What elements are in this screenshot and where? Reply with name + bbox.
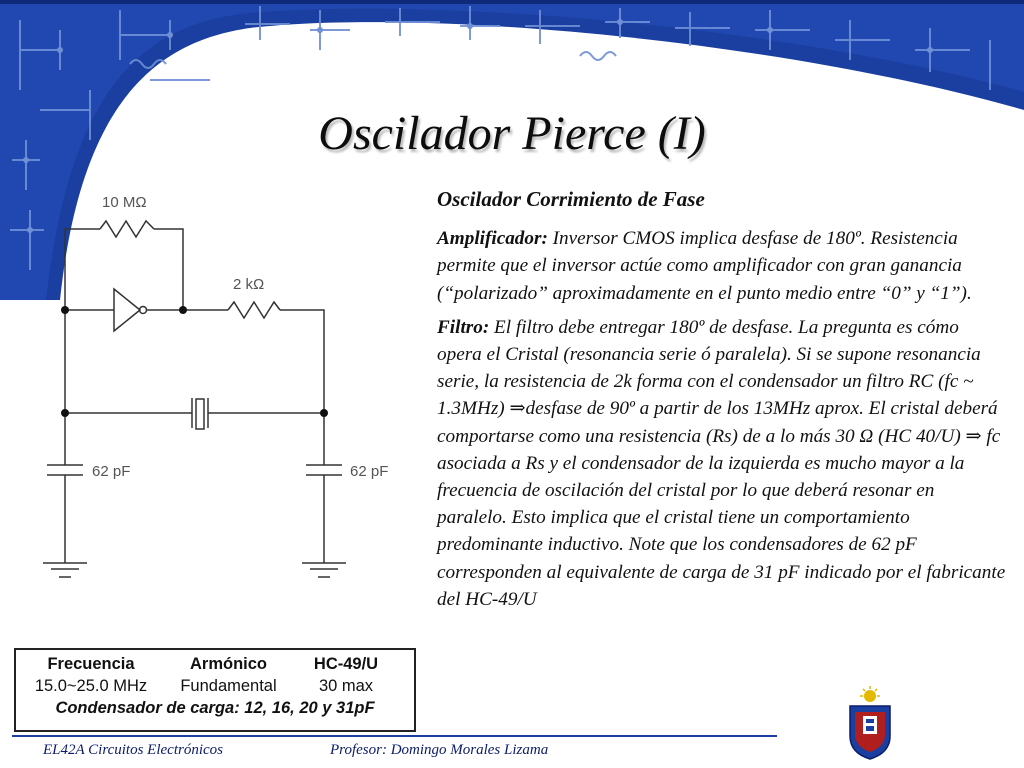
- crystal-body: [196, 399, 204, 429]
- amplifier-text: Inversor CMOS implica desfase de 180º. Resistencia permite que el inversor actúe como amplificador con gran ganancia (“polarizado” aproximadamente en el punto medio entre “0” y “1”).: [437, 228, 972, 304]
- pierce-oscillator-schematic: [30, 185, 410, 595]
- junction-right-crystal: [320, 409, 328, 417]
- resistor-10M: [100, 221, 154, 237]
- spec-value-package: 30 max: [318, 677, 374, 695]
- junction-left-crystal: [61, 409, 69, 417]
- amplifier-paragraph: [437, 225, 1007, 307]
- footer-course: EL42A Circuitos Electrónicos: [43, 742, 223, 758]
- spec-header-harmonic: Armónico: [189, 655, 267, 673]
- wire-right-side: [280, 310, 324, 413]
- spec-value-frequency: 15.0~25.0 MHz: [34, 677, 148, 695]
- amplifier-label: Amplificador:: [437, 228, 548, 250]
- spec-value-row: [16, 675, 414, 697]
- footer-rule: [12, 735, 777, 737]
- resistor-2k: [228, 302, 280, 318]
- label-c-right: 62 pF: [350, 463, 389, 480]
- section-heading: Oscilador Corrimiento de Fase: [437, 187, 705, 211]
- junction-inverter-out: [179, 306, 187, 314]
- label-r-feedback: 10 MΩ: [102, 194, 147, 211]
- inverter-triangle: [114, 289, 140, 331]
- footer-professor: Profesor: Domingo Morales Lizama: [330, 742, 549, 758]
- spec-value-harmonic: Fundamental: [180, 677, 277, 695]
- label-r-series: 2 kΩ: [233, 276, 265, 293]
- spec-header-frequency: Frecuencia: [47, 655, 135, 673]
- wire-feedback-loop: [65, 229, 100, 310]
- explanation-text: [437, 186, 1007, 620]
- filter-label: Filtro:: [437, 316, 490, 338]
- filter-paragraph: [437, 314, 1007, 613]
- filter-text: El filtro debe entregar 180º de desfase. La pregunta es cómo opera el Cristal (resonancia serie ó paralela). Si se supone resonancia serie, la resistencia de 2k forma con el condensador un filtro RC (fc ~ 1.3MHz) ⇒desfase de 90º a partir de los 13MHz aprox. El cristal deberá comportarse como una resistencia (Rs) de a lo más 30 Ω (HC 40/U) ⇒ fc asociada a Rs y el condensador de la izquierda es mucho mayor a la frecuencia de oscilación del cristal por lo que deberá resonar en paralelo. Esto implica que el cristal tiene un comportamiento predominante inductivo. Note que los condensadores de 62 pF corresponden al equivalente de carga de 31 pF indicado por el fabricante del HC-49/U: [437, 316, 1006, 610]
- slide-title: Oscilador Pierce (I): [318, 107, 706, 160]
- spec-header-package: HC-49/U: [313, 655, 379, 673]
- wire-feedback-right: [154, 229, 183, 310]
- label-c-left: 62 pF: [92, 463, 131, 480]
- university-crest-icon: [846, 686, 894, 760]
- spec-header-row: [16, 653, 414, 675]
- spec-load-capacitance: Condensador de carga: 12, 16, 20 y 31pF: [55, 699, 375, 717]
- junction-left-top: [61, 306, 69, 314]
- crystal-spec-table: [14, 648, 416, 732]
